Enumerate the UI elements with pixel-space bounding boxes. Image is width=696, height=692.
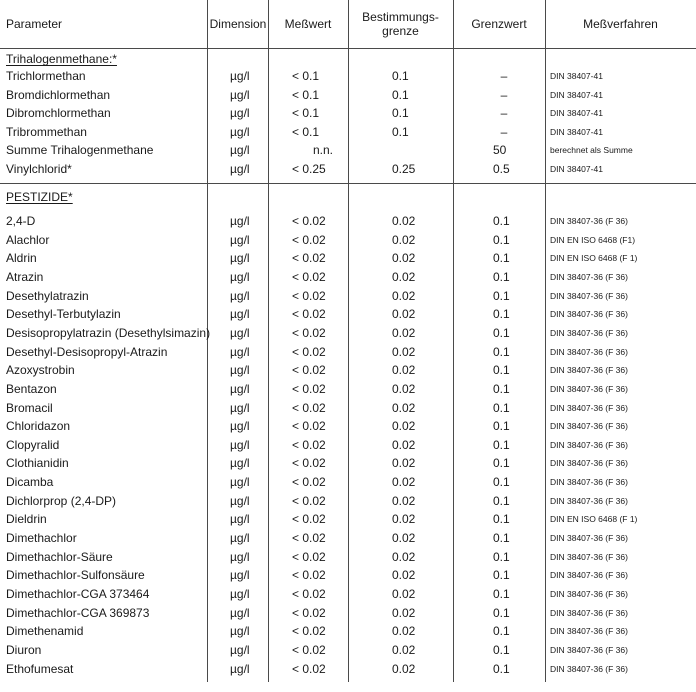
- parameter-cell: Dieldrin: [6, 512, 47, 527]
- grenzwert-cell: 0.1: [493, 307, 510, 322]
- bestimmungsgrenze-cell: 0.02: [392, 587, 416, 601]
- bestimmungsgrenze-cell: 0.02: [392, 512, 416, 527]
- parameter-cell: Trichlormethan: [6, 69, 86, 83]
- messwert-cell: < 0.1: [292, 87, 320, 102]
- table-row: [0, 361, 696, 380]
- messverfahren-cell: DIN 38407-36 (F 36): [550, 216, 628, 226]
- table-row: [0, 585, 696, 604]
- dimension-cell: µg/l: [230, 624, 250, 639]
- table-row: [0, 123, 696, 142]
- bestimmungsgrenze-cell: 0.02: [392, 325, 416, 340]
- bestimmungsgrenze-cell: 0.02: [392, 531, 416, 546]
- parameter-cell: Azoxystrobin: [6, 363, 75, 378]
- dimension-cell: µg/l: [230, 124, 250, 139]
- table-row: [0, 268, 696, 287]
- bestimmungsgrenze-cell: 0.02: [392, 419, 416, 434]
- messwert-cell: < 0.02: [292, 624, 326, 639]
- grenzwert-cell: –: [500, 69, 508, 83]
- parameter-cell: Tribrommethan: [6, 124, 87, 139]
- messverfahren-cell: DIN 38407-36 (F 36): [550, 533, 628, 544]
- parameter-cell: Clopyralid: [6, 437, 60, 452]
- messwert-cell: < 0.02: [292, 325, 326, 340]
- messwert-cell: < 0.02: [292, 437, 326, 452]
- bestimmungsgrenze-cell: 0.02: [392, 624, 416, 639]
- header-bestimmungsgrenze: [348, 0, 453, 48]
- dimension-cell: µg/l: [230, 419, 250, 434]
- grenzwert-cell: –: [500, 124, 508, 139]
- messverfahren-cell: DIN EN ISO 6468 (F 1): [550, 514, 638, 525]
- messverfahren-cell: DIN 38407-41: [550, 108, 603, 119]
- table-row: [0, 287, 696, 306]
- bestimmungsgrenze-cell: 0.02: [392, 307, 416, 322]
- grenzwert-cell: 0.1: [493, 661, 510, 676]
- messverfahren-cell: DIN 38407-36 (F 36): [550, 439, 628, 450]
- dimension-cell: µg/l: [230, 661, 250, 676]
- dimension-cell: µg/l: [230, 587, 250, 601]
- parameter-cell: Dicamba: [6, 475, 54, 490]
- dimension-cell: µg/l: [230, 437, 250, 452]
- dimension-cell: µg/l: [230, 531, 250, 546]
- dimension-cell: µg/l: [230, 232, 250, 247]
- messwert-cell: < 0.02: [292, 400, 326, 415]
- dimension-cell: µg/l: [230, 288, 250, 303]
- messwert-cell: < 0.02: [292, 549, 326, 564]
- dimension-cell: µg/l: [230, 214, 250, 228]
- parameter-cell: Vinylchlorid*: [6, 162, 72, 176]
- grenzwert-cell: 0.1: [493, 232, 510, 247]
- dimension-cell: µg/l: [230, 512, 250, 527]
- messwert-cell: < 0.02: [292, 232, 326, 247]
- grenzwert-cell: –: [500, 106, 508, 121]
- messverfahren-cell: DIN 38407-36 (F 36): [550, 383, 628, 394]
- header-bestimmungsgrenze-line1: Bestimmungs-: [362, 10, 439, 24]
- dimension-cell: µg/l: [230, 69, 250, 83]
- messverfahren-cell: DIN EN ISO 6468 (F1): [550, 234, 636, 245]
- bestimmungsgrenze-cell: 0.02: [392, 363, 416, 378]
- grenzwert-cell: 0.1: [493, 493, 510, 508]
- dimension-cell: µg/l: [230, 475, 250, 490]
- grenzwert-cell: 0.1: [493, 325, 510, 340]
- bestimmungsgrenze-cell: 0.02: [392, 251, 416, 266]
- bestimmungsgrenze-cell: 0.02: [392, 568, 416, 583]
- messwert-cell: n.n.: [313, 143, 334, 158]
- grenzwert-cell: 0.1: [493, 400, 510, 415]
- table-row: [0, 86, 696, 105]
- header-dimension: Dimension: [209, 17, 267, 31]
- table-row: [0, 380, 696, 399]
- bestimmungsgrenze-cell: 0.02: [392, 269, 416, 284]
- dimension-cell: µg/l: [230, 269, 250, 284]
- grenzwert-cell: 0.1: [493, 419, 510, 434]
- dimension-cell: µg/l: [230, 162, 250, 176]
- bestimmungsgrenze-cell: 0.02: [392, 475, 416, 490]
- parameter-cell: Diuron: [6, 642, 42, 657]
- messverfahren-cell: DIN 38407-36 (F 36): [550, 663, 628, 674]
- messverfahren-cell: DIN 38407-36 (F 36): [550, 626, 628, 637]
- table-row: [0, 436, 696, 455]
- table-row: [0, 305, 696, 324]
- messverfahren-cell: berechnet als Summe: [550, 145, 633, 156]
- table-row: [0, 454, 696, 473]
- parameter-cell: Dimethenamid: [6, 624, 84, 639]
- messwert-cell: < 0.02: [292, 419, 326, 434]
- table-row: [0, 67, 696, 86]
- dimension-cell: µg/l: [230, 106, 250, 121]
- dimension-cell: µg/l: [230, 493, 250, 508]
- dimension-cell: µg/l: [230, 568, 250, 583]
- table-row: [0, 343, 696, 362]
- parameter-cell: Dimethachlor-Sulfonsäure: [6, 568, 145, 583]
- bestimmungsgrenze-cell: 0.1: [392, 69, 409, 83]
- grenzwert-cell: 0.1: [493, 251, 510, 266]
- messverfahren-cell: DIN EN ISO 6468 (F 1): [550, 253, 638, 264]
- dimension-cell: µg/l: [230, 251, 250, 266]
- parameter-cell: Aldrin: [6, 251, 37, 266]
- messwert-cell: < 0.02: [292, 288, 326, 303]
- bestimmungsgrenze-cell: 0.02: [392, 288, 416, 303]
- messwert-cell: < 0.02: [292, 307, 326, 322]
- bestimmungsgrenze-cell: 0.02: [392, 661, 416, 676]
- section-title-pestizide: PESTIZIDE*: [6, 190, 73, 204]
- dimension-cell: µg/l: [230, 549, 250, 564]
- parameter-cell: Summe Trihalogenmethane: [6, 143, 154, 158]
- table-row: [0, 604, 696, 623]
- grenzwert-cell: 0.1: [493, 214, 510, 228]
- table-row: [0, 141, 696, 160]
- grenzwert-cell: 0.1: [493, 288, 510, 303]
- messwert-cell: < 0.02: [292, 475, 326, 490]
- messverfahren-cell: DIN 38407-41: [550, 126, 603, 137]
- parameter-cell: Dibromchlormethan: [6, 106, 111, 121]
- parameter-cell: Desethyl-Desisopropyl-Atrazin: [6, 344, 168, 359]
- messverfahren-cell: DIN 38407-36 (F 36): [550, 477, 628, 488]
- bestimmungsgrenze-cell: 0.02: [392, 605, 416, 620]
- bestimmungsgrenze-cell: 0.25: [392, 162, 416, 176]
- table-row: [0, 529, 696, 548]
- table-row: [0, 660, 696, 679]
- parameter-cell: Chloridazon: [6, 419, 71, 434]
- messwert-cell: < 0.02: [292, 493, 326, 508]
- table-row: [0, 249, 696, 268]
- messverfahren-cell: DIN 38407-36 (F 36): [550, 421, 628, 432]
- messwert-cell: < 0.02: [292, 251, 326, 266]
- messwert-cell: < 0.1: [292, 124, 320, 139]
- parameter-cell: Dichlorprop (2,4-DP): [6, 493, 117, 508]
- parameter-cell: Desethyl-Terbutylazin: [6, 307, 121, 322]
- header-divider: [0, 48, 696, 49]
- grenzwert-cell: 0.1: [493, 475, 510, 490]
- messverfahren-cell: DIN 38407-36 (F 36): [550, 458, 628, 469]
- messverfahren-cell: DIN 38407-36 (F 36): [550, 570, 628, 581]
- parameter-cell: Bromdichlormethan: [6, 87, 111, 102]
- parameter-cell: Dimethachlor-Säure: [6, 549, 113, 564]
- messverfahren-cell: DIN 38407-36 (F 36): [550, 589, 628, 599]
- grenzwert-cell: 0.1: [493, 549, 510, 564]
- messverfahren-cell: DIN 38407-36 (F 36): [550, 402, 628, 413]
- parameter-cell: Desisopropylatrazin (Desethylsimazin): [6, 325, 211, 340]
- messwert-cell: < 0.02: [292, 531, 326, 546]
- messwert-cell: < 0.02: [292, 512, 326, 527]
- grenzwert-cell: 0.1: [493, 437, 510, 452]
- bestimmungsgrenze-cell: 0.02: [392, 344, 416, 359]
- parameter-cell: Atrazin: [6, 269, 44, 284]
- messwert-cell: < 0.02: [292, 605, 326, 620]
- table-row: [0, 566, 696, 585]
- messwert-cell: < 0.02: [292, 269, 326, 284]
- parameter-cell: Dimethachlor: [6, 531, 77, 546]
- messverfahren-cell: DIN 38407-41: [550, 71, 603, 81]
- parameter-cell: Clothianidin: [6, 456, 69, 471]
- bestimmungsgrenze-cell: 0.1: [392, 124, 409, 139]
- dimension-cell: µg/l: [230, 605, 250, 620]
- messwert-cell: < 0.1: [292, 69, 320, 83]
- bestimmungsgrenze-cell: 0.02: [392, 232, 416, 247]
- grenzwert-cell: 50: [493, 143, 507, 158]
- dimension-cell: µg/l: [230, 400, 250, 415]
- table-row: [0, 473, 696, 492]
- grenzwert-cell: 0.1: [493, 624, 510, 639]
- bestimmungsgrenze-cell: 0.02: [392, 214, 416, 228]
- messverfahren-cell: DIN 38407-36 (F 36): [550, 309, 628, 320]
- messverfahren-cell: DIN 38407-36 (F 36): [550, 346, 628, 357]
- messwert-cell: < 0.25: [292, 162, 326, 176]
- dimension-cell: µg/l: [230, 381, 250, 396]
- messwert-cell: < 0.1: [292, 106, 320, 121]
- grenzwert-cell: 0.1: [493, 269, 510, 284]
- messverfahren-cell: DIN 38407-36 (F 36): [550, 644, 628, 655]
- grenzwert-cell: 0.1: [493, 568, 510, 583]
- messverfahren-cell: DIN 38407-41: [550, 164, 603, 174]
- grenzwert-cell: 0.1: [493, 642, 510, 657]
- messverfahren-cell: DIN 38407-36 (F 36): [550, 551, 628, 562]
- bestimmungsgrenze-cell: 0.02: [392, 400, 416, 415]
- bestimmungsgrenze-cell: 0.02: [392, 437, 416, 452]
- messverfahren-cell: DIN 38407-36 (F 36): [550, 327, 628, 338]
- grenzwert-cell: 0.1: [493, 605, 510, 620]
- bestimmungsgrenze-cell: 0.02: [392, 493, 416, 508]
- dimension-cell: µg/l: [230, 143, 250, 158]
- grenzwert-cell: 0.1: [493, 512, 510, 527]
- messwert-cell: < 0.02: [292, 214, 326, 228]
- table-row: [0, 492, 696, 511]
- header-messwert: Meßwert: [284, 17, 332, 31]
- dimension-cell: µg/l: [230, 363, 250, 378]
- header-messverfahren: Meßverfahren: [583, 17, 658, 31]
- parameter-cell: Dimethachlor-CGA 369873: [6, 605, 150, 620]
- messverfahren-cell: DIN 38407-36 (F 36): [550, 271, 628, 282]
- bestimmungsgrenze-cell: 0.02: [392, 549, 416, 564]
- grenzwert-cell: 0.1: [493, 456, 510, 471]
- parameter-cell: 2,4-D: [6, 214, 36, 228]
- section-divider: [0, 183, 696, 184]
- messwert-cell: < 0.02: [292, 381, 326, 396]
- messwert-cell: < 0.02: [292, 363, 326, 378]
- bestimmungsgrenze-cell: 0.1: [392, 106, 409, 121]
- dimension-cell: µg/l: [230, 325, 250, 340]
- messverfahren-cell: DIN 38407-41: [550, 89, 603, 100]
- grenzwert-cell: –: [500, 87, 508, 102]
- table-row: [0, 622, 696, 641]
- bestimmungsgrenze-cell: 0.02: [392, 381, 416, 396]
- table-row: [0, 399, 696, 418]
- messwert-cell: < 0.02: [292, 456, 326, 471]
- parameter-cell: Desethylatrazin: [6, 288, 89, 303]
- grenzwert-cell: 0.1: [493, 381, 510, 396]
- messverfahren-cell: DIN 38407-36 (F 36): [550, 290, 628, 301]
- header-grenzwert: Grenzwert: [471, 17, 527, 31]
- table-row: [0, 160, 696, 179]
- table-row: [0, 324, 696, 343]
- messwert-cell: < 0.02: [292, 568, 326, 583]
- dimension-cell: µg/l: [230, 642, 250, 657]
- messwert-cell: < 0.02: [292, 661, 326, 676]
- grenzwert-cell: 0.1: [493, 587, 510, 601]
- messwert-cell: < 0.02: [292, 642, 326, 657]
- grenzwert-cell: 0.1: [493, 344, 510, 359]
- section-title-trihalogenmethane: Trihalogenmethane:*: [6, 52, 117, 66]
- dimension-cell: µg/l: [230, 87, 250, 102]
- parameter-cell: Ethofumesat: [6, 661, 74, 676]
- parameter-cell: Dimethachlor-CGA 373464: [6, 587, 150, 601]
- grenzwert-cell: 0.1: [493, 531, 510, 546]
- table-row: [0, 417, 696, 436]
- dimension-cell: µg/l: [230, 456, 250, 471]
- table-row: [0, 212, 696, 231]
- table-row: [0, 641, 696, 660]
- parameter-cell: Bentazon: [6, 381, 57, 396]
- parameter-cell: Alachlor: [6, 232, 50, 247]
- messverfahren-cell: DIN 38407-36 (F 36): [550, 365, 628, 376]
- header-parameter: Parameter: [6, 17, 63, 31]
- messwert-cell: < 0.02: [292, 587, 326, 601]
- messverfahren-cell: DIN 38407-36 (F 36): [550, 607, 628, 618]
- table-row: [0, 510, 696, 529]
- table-row: [0, 231, 696, 250]
- table-row: [0, 548, 696, 567]
- messverfahren-cell: DIN 38407-36 (F 36): [550, 495, 628, 506]
- bestimmungsgrenze-cell: 0.1: [392, 87, 409, 102]
- header-bestimmungsgrenze-line2: grenze: [382, 24, 419, 38]
- dimension-cell: µg/l: [230, 307, 250, 322]
- table-row: [0, 104, 696, 123]
- parameter-cell: Bromacil: [6, 400, 53, 415]
- grenzwert-cell: 0.5: [493, 162, 510, 176]
- dimension-cell: µg/l: [230, 344, 250, 359]
- bestimmungsgrenze-cell: 0.02: [392, 456, 416, 471]
- messwert-cell: < 0.02: [292, 344, 326, 359]
- grenzwert-cell: 0.1: [493, 363, 510, 378]
- bestimmungsgrenze-cell: 0.02: [392, 642, 416, 657]
